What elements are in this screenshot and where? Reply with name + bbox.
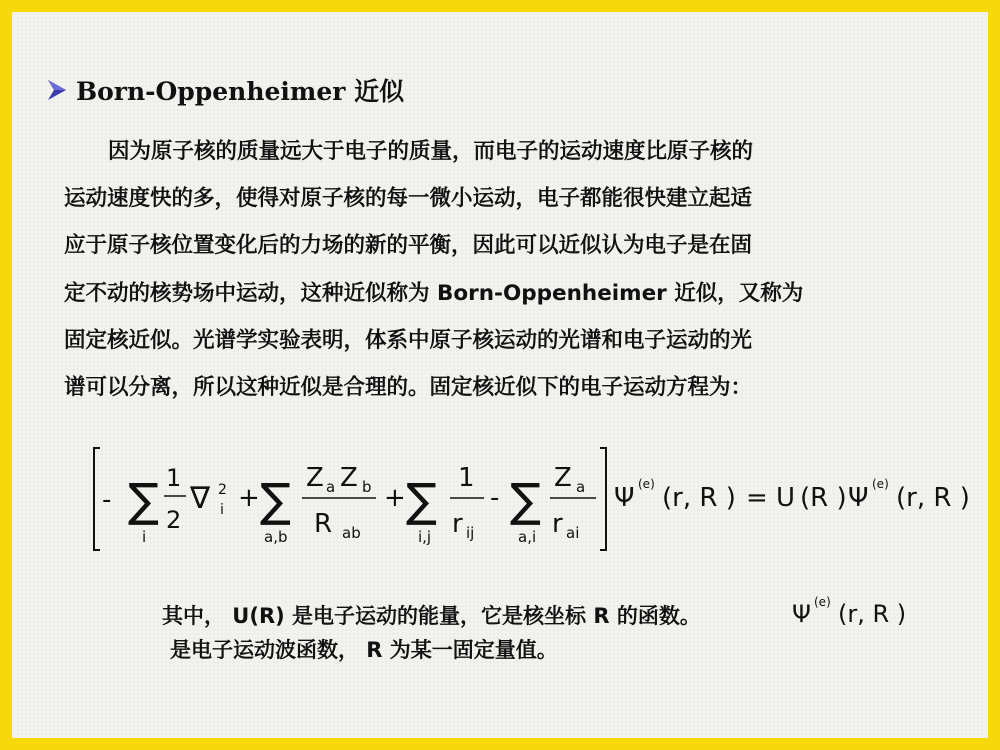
paragraph-line: 定不动的核势场中运动，这种近似称为 Born-Oppenheimer 近似，又称为 bbox=[64, 280, 804, 306]
sum-symbol: ∑ bbox=[406, 473, 437, 527]
nabla-subscript: i bbox=[220, 502, 224, 518]
title-row bbox=[46, 70, 404, 110]
psi-symbol: Ψ bbox=[848, 483, 869, 513]
charge-z: Z bbox=[306, 463, 324, 493]
nabla-superscript: 2 bbox=[218, 482, 227, 498]
sum-symbol: ∑ bbox=[260, 473, 291, 527]
slide-title: Born-Oppenheimer 近似 bbox=[76, 77, 405, 106]
psi-symbol: Ψ bbox=[792, 600, 811, 628]
U-argument: (R ) bbox=[800, 483, 847, 513]
left-bracket bbox=[94, 448, 100, 550]
psi-superscript: (e) bbox=[814, 595, 831, 609]
psi-arguments: (r, R ) bbox=[838, 600, 907, 628]
distance-r: r bbox=[452, 509, 463, 539]
minus-sign: - bbox=[102, 485, 112, 515]
psi-arguments: (r, R ) bbox=[662, 483, 736, 513]
psi-superscript: (e) bbox=[638, 477, 655, 491]
sub-ij: ij bbox=[466, 524, 475, 542]
paragraph-line: 谱可以分离，所以这种近似是合理的。固定核近似下的电子运动方程为： bbox=[64, 375, 753, 401]
paragraph-line: 因为原子核的质量远大于电子的质量，而电子的运动速度比原子核的 bbox=[108, 139, 754, 164]
sub-a: a bbox=[326, 478, 336, 496]
plus-sign: + bbox=[384, 483, 406, 513]
inline-psi-svg bbox=[792, 592, 932, 642]
inline-psi-expression bbox=[792, 592, 932, 642]
psi-superscript: (e) bbox=[872, 477, 889, 491]
distance-r: r bbox=[552, 509, 563, 539]
right-bracket bbox=[600, 448, 606, 550]
paragraph-line: 应于原子核位置变化后的力场的新的平衡，因此可以近似认为电子是在固 bbox=[64, 233, 753, 259]
equation-svg bbox=[92, 444, 992, 554]
schrodinger-equation bbox=[92, 444, 992, 554]
sum-index-ab: a,b bbox=[264, 528, 288, 546]
sub-a: a bbox=[576, 478, 586, 496]
sum-index-ai: a,i bbox=[518, 528, 537, 546]
fraction-numerator: 1 bbox=[166, 464, 182, 492]
psi-symbol: Ψ bbox=[614, 483, 635, 513]
paragraph-line: 固定核近似。光谱学实验表明，体系中原子核运动的光谱和电子运动的光 bbox=[64, 327, 753, 353]
note-line-1: 其中， U(R) 是电子运动的能量，它是核坐标 R 的函数。 bbox=[162, 604, 701, 628]
sum-index-ij: i,j bbox=[418, 528, 432, 546]
paragraph-line: 运动速度快的多，使得对原子核的每一微小运动，电子都能很快建立起适 bbox=[64, 186, 753, 212]
psi-arguments: (r, R ) bbox=[896, 483, 970, 513]
equals-U: = U bbox=[746, 483, 796, 513]
arrow-bullet-icon bbox=[46, 78, 68, 102]
sub-ai: ai bbox=[566, 524, 580, 542]
charge-z: Z bbox=[554, 463, 572, 493]
plus-sign: + bbox=[238, 483, 260, 513]
note-line-2: 是电子运动波函数， R 为某一固定量值。 bbox=[170, 638, 558, 662]
sum-symbol: ∑ bbox=[128, 473, 159, 527]
sum-index-i: i bbox=[142, 528, 147, 546]
sum-symbol: ∑ bbox=[510, 473, 541, 527]
fraction-numerator: 1 bbox=[458, 463, 475, 493]
minus-sign: - bbox=[490, 483, 500, 513]
body-paragraph bbox=[64, 128, 944, 411]
sub-b: b bbox=[362, 478, 372, 496]
sub-ab: ab bbox=[342, 524, 361, 542]
distance-R: R bbox=[314, 509, 333, 539]
nabla-symbol: ∇ bbox=[190, 481, 211, 516]
fraction-denominator: 2 bbox=[166, 506, 182, 534]
charge-z: Z bbox=[340, 463, 358, 493]
slide-background bbox=[12, 12, 988, 738]
